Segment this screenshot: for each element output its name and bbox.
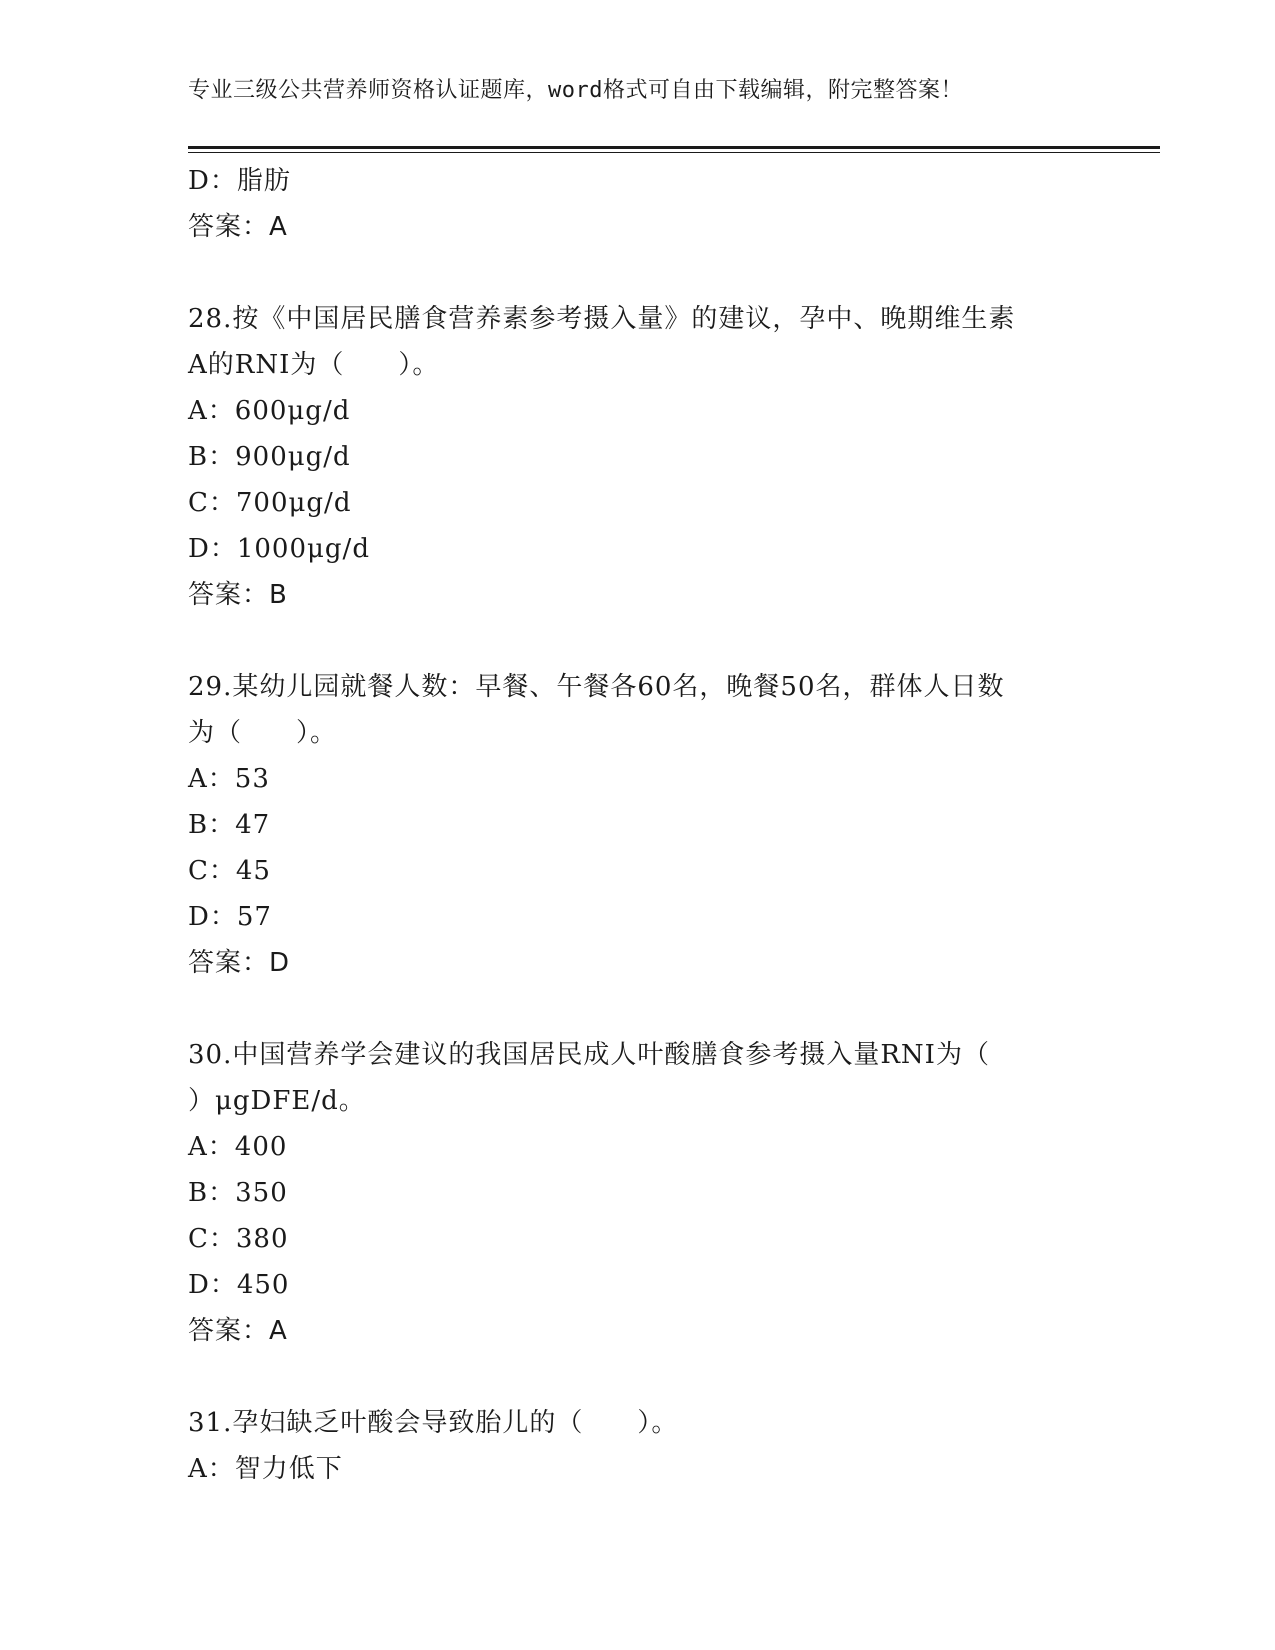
page-header: 专业三级公共营养师资格认证题库，word格式可自由下载编辑，附完整答案！ bbox=[188, 78, 963, 103]
answer: 答案：D bbox=[188, 948, 291, 978]
spacer bbox=[188, 250, 1088, 296]
prev-option-d: D：脂肪 bbox=[188, 166, 291, 196]
question-28 bbox=[188, 296, 1088, 618]
option-a: A：53 bbox=[188, 764, 270, 794]
option-c: C：700μg/d bbox=[188, 488, 352, 518]
question-stem: 28.按《中国居民膳食营养素参考摄入量》的建议，孕中、晚期维生素 bbox=[188, 304, 1016, 334]
option-d: D：1000μg/d bbox=[188, 534, 370, 564]
header-rule-thick bbox=[188, 146, 1160, 149]
question-stem: 29.某幼儿园就餐人数：早餐、午餐各60名，晚餐50名，群体人日数 bbox=[188, 672, 1005, 702]
spacer bbox=[188, 986, 1088, 1032]
question-stem: 30.中国营养学会建议的我国居民成人叶酸膳食参考摄入量RNI为（ bbox=[188, 1040, 990, 1070]
option-b: B：350 bbox=[188, 1178, 288, 1208]
option-c: C：45 bbox=[188, 856, 271, 886]
spacer bbox=[188, 618, 1088, 664]
question-stem-cont: 为（ ）。 bbox=[188, 718, 338, 748]
option-c: C：380 bbox=[188, 1224, 289, 1254]
option-a: A：智力低下 bbox=[188, 1454, 343, 1484]
option-d: D：450 bbox=[188, 1270, 290, 1300]
option-a: A：400 bbox=[188, 1132, 288, 1162]
prev-answer: 答案：A bbox=[188, 212, 288, 242]
option-b: B：900μg/d bbox=[188, 442, 351, 472]
question-stem-cont: ）μgDFE/d。 bbox=[188, 1086, 366, 1116]
question-stem: 31.孕妇缺乏叶酸会导致胎儿的（ ）。 bbox=[188, 1408, 679, 1438]
header-rule-thin bbox=[188, 152, 1160, 153]
answer: 答案：B bbox=[188, 580, 288, 610]
question-30 bbox=[188, 1032, 1088, 1354]
question-31 bbox=[188, 1400, 1088, 1492]
spacer bbox=[188, 1354, 1088, 1400]
question-stem-cont: A的RNI为（ ）。 bbox=[188, 350, 440, 380]
option-b: B：47 bbox=[188, 810, 271, 840]
question-content bbox=[188, 158, 1088, 1492]
question-29 bbox=[188, 664, 1088, 986]
answer: 答案：A bbox=[188, 1316, 288, 1346]
option-a: A：600μg/d bbox=[188, 396, 351, 426]
option-d: D：57 bbox=[188, 902, 272, 932]
